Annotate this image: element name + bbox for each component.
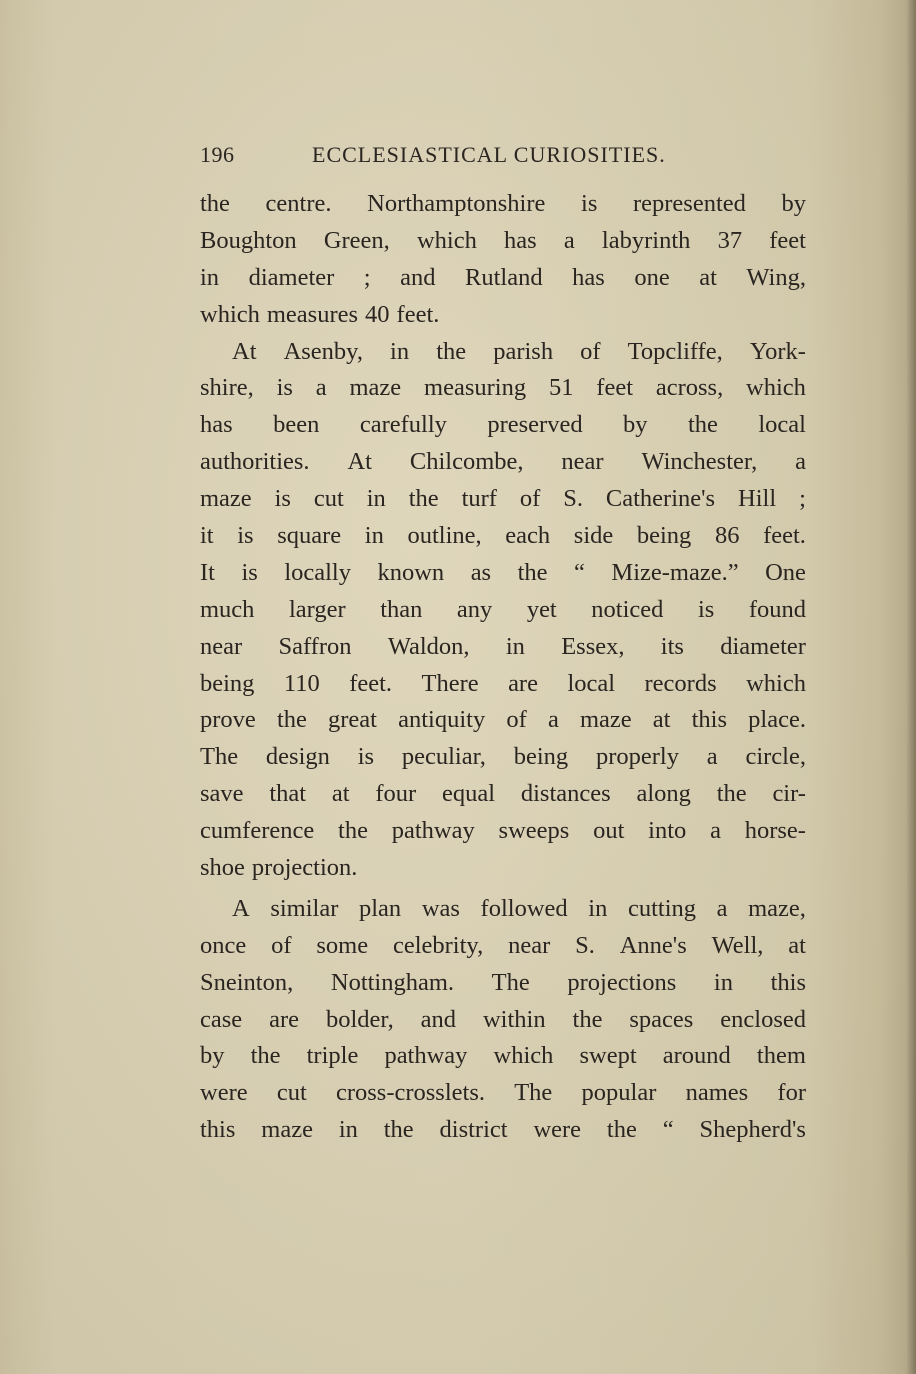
word: 110: [283, 669, 320, 697]
word: is: [241, 558, 258, 586]
word: of: [580, 337, 601, 365]
word: Green,: [323, 226, 390, 254]
word: any: [456, 595, 493, 623]
text-line: [200, 739, 806, 776]
word: district: [439, 1116, 508, 1144]
text-line: [200, 481, 806, 518]
word: cut: [313, 485, 344, 513]
word: which: [746, 669, 806, 697]
text-line: [200, 891, 806, 928]
word: one: [634, 263, 670, 291]
word: this: [691, 706, 728, 734]
word: shire,: [200, 374, 254, 402]
word: feet.: [349, 669, 393, 697]
word: by: [200, 1042, 225, 1070]
word: cumference: [200, 817, 315, 845]
word: celebrity,: [392, 931, 484, 959]
word: It: [200, 558, 215, 586]
word: design: [265, 743, 330, 771]
word: side: [573, 522, 614, 550]
word: the: [338, 817, 368, 845]
word: of: [519, 485, 541, 513]
word: the: [606, 1116, 637, 1144]
word: the: [436, 337, 467, 365]
word: in: [588, 894, 608, 922]
word: 51: [548, 374, 574, 402]
word: maze: [349, 374, 402, 402]
text-line: [200, 702, 806, 739]
word: popular: [581, 1079, 657, 1107]
word: is: [697, 595, 715, 623]
word: S.: [575, 931, 595, 959]
running-head: ECCLESIASTICAL CURIOSITIES.: [312, 142, 666, 167]
word: place.: [748, 706, 806, 734]
text-line: [200, 370, 806, 407]
word: each: [505, 522, 551, 550]
word: pathway: [384, 1042, 468, 1070]
word: the: [250, 1042, 281, 1070]
word: by: [781, 190, 806, 217]
word: out: [593, 817, 625, 845]
word: records: [644, 669, 717, 697]
word: a: [716, 894, 728, 922]
word: at: [331, 780, 350, 808]
word: followed: [480, 894, 568, 922]
word: carefully: [359, 411, 447, 439]
word: parish: [493, 337, 554, 365]
word: diameter: [720, 632, 806, 660]
word: that: [269, 780, 307, 808]
page-number: 196: [200, 142, 235, 167]
word: represented: [632, 190, 746, 217]
word: the: [572, 1005, 603, 1033]
word: maze: [579, 706, 632, 734]
word: this: [770, 968, 806, 996]
word: some: [316, 931, 369, 959]
word: were: [533, 1116, 582, 1144]
word: The: [200, 743, 239, 771]
word: Boughton: [200, 226, 297, 254]
word: it: [200, 522, 214, 550]
word: than: [380, 595, 423, 623]
word: which: [200, 300, 260, 328]
text-line: [200, 186, 806, 223]
word: Sneinton,: [200, 968, 294, 996]
word: The: [514, 1079, 553, 1107]
word: case: [200, 1005, 243, 1033]
word: At: [232, 337, 257, 365]
word: cutting: [627, 894, 696, 922]
word: Topcliffe,: [627, 337, 723, 365]
word: Rutland: [465, 263, 543, 291]
word: at: [652, 706, 671, 734]
word: a: [795, 448, 806, 476]
text-line: [200, 1112, 806, 1149]
word: Northamptonshire: [367, 190, 546, 217]
word: at: [788, 931, 806, 959]
word: four: [375, 780, 417, 808]
word: Hill: [738, 485, 777, 513]
text-line: [200, 928, 806, 965]
word: York-: [749, 337, 806, 365]
word: being: [513, 743, 569, 771]
word: Winchester,: [641, 448, 758, 476]
word: cross-crosslets.: [335, 1079, 485, 1107]
word: triple: [306, 1042, 359, 1070]
word: Chilcombe,: [409, 448, 524, 476]
word: is: [581, 190, 598, 217]
word: prove: [200, 706, 256, 734]
word: for: [777, 1079, 806, 1107]
text-line: [200, 260, 806, 297]
word: yet: [526, 595, 557, 623]
word: maze: [200, 485, 252, 513]
word: spaces: [629, 1005, 694, 1033]
text-line: [200, 1002, 806, 1039]
word: Essex,: [561, 632, 625, 660]
word: names: [685, 1079, 749, 1107]
word: At: [347, 448, 372, 476]
word: a: [706, 743, 718, 771]
word: cir-: [772, 780, 806, 808]
word: and: [400, 263, 436, 291]
word: them: [756, 1042, 806, 1070]
word: once: [200, 931, 247, 959]
word: enclosed: [720, 1005, 806, 1033]
word: has: [572, 263, 605, 291]
word: are: [508, 669, 538, 697]
word: similar: [270, 894, 339, 922]
body-text: [200, 186, 806, 1149]
text-line: [200, 592, 806, 629]
word: great: [328, 706, 377, 734]
word: Anne's: [619, 931, 687, 959]
word: Shepherd's: [699, 1116, 806, 1144]
page-edge-shadow: [906, 0, 916, 1374]
word: by: [623, 411, 648, 439]
word: horse-: [744, 817, 806, 845]
word: authorities.: [200, 448, 310, 476]
word: across,: [655, 374, 724, 402]
word: of: [506, 706, 527, 734]
word: feet.: [396, 300, 440, 328]
word: labyrinth: [601, 226, 691, 254]
word: circle,: [745, 743, 806, 771]
word: locally: [284, 558, 351, 586]
word: 37: [717, 226, 743, 254]
word: measures: [266, 300, 359, 328]
word: along: [636, 780, 691, 808]
word: which: [493, 1042, 554, 1070]
word: projection.: [251, 854, 358, 882]
word: being: [200, 669, 255, 697]
word: is: [274, 485, 291, 513]
word: Asenby,: [283, 337, 363, 365]
word: save: [200, 780, 244, 808]
word: a: [563, 226, 575, 254]
word: sweeps: [498, 817, 570, 845]
word: were: [200, 1079, 248, 1107]
word: centre.: [265, 190, 332, 217]
word: in: [505, 632, 525, 660]
word: peculiar,: [401, 743, 486, 771]
word: is: [276, 374, 293, 402]
word: a: [315, 374, 327, 402]
word: cut: [276, 1079, 307, 1107]
word: Mize-maze.”: [611, 558, 739, 586]
word: found: [748, 595, 806, 623]
word: is: [357, 743, 375, 771]
word: feet: [596, 374, 633, 402]
word: A: [232, 894, 250, 922]
text-line: [200, 407, 806, 444]
word: outline,: [407, 522, 482, 550]
text-line: [200, 555, 806, 592]
word: has: [504, 226, 537, 254]
word: the: [383, 1116, 414, 1144]
word: a: [547, 706, 559, 734]
word: within: [482, 1005, 546, 1033]
word: the: [517, 558, 548, 586]
text-line: [200, 666, 806, 703]
word: Catherine's: [605, 485, 716, 513]
word: the: [687, 411, 718, 439]
word: One: [765, 558, 806, 586]
text-line: [200, 1038, 806, 1075]
text-line: [200, 297, 806, 334]
word: local: [758, 411, 806, 439]
word: around: [662, 1042, 731, 1070]
word: in: [338, 1116, 358, 1144]
word: is: [237, 522, 254, 550]
word: shoe: [200, 854, 245, 882]
word: as: [470, 558, 492, 586]
word: square: [277, 522, 342, 550]
word: feet: [769, 226, 806, 254]
word: and: [420, 1005, 457, 1033]
word: local: [567, 669, 616, 697]
word: are: [269, 1005, 300, 1033]
word: in: [200, 263, 220, 291]
word: of: [271, 931, 292, 959]
word: properly: [595, 743, 679, 771]
word: preserved: [487, 411, 583, 439]
word: much: [200, 595, 255, 623]
word: equal: [442, 780, 496, 808]
word: S.: [563, 485, 583, 513]
word: feet.: [763, 522, 806, 550]
word: being: [636, 522, 692, 550]
word: projections: [567, 968, 677, 996]
word: which: [416, 226, 477, 254]
word: measuring: [424, 374, 527, 402]
word: known: [377, 558, 445, 586]
word: which: [746, 374, 806, 402]
text-line: [200, 223, 806, 260]
word: into: [648, 817, 687, 845]
text-line: [200, 813, 806, 850]
word: the: [716, 780, 747, 808]
word: near: [200, 632, 243, 660]
text-line: [200, 850, 806, 887]
word: Saffron: [278, 632, 352, 660]
word: bolder,: [325, 1005, 394, 1033]
text-line: [200, 776, 806, 813]
word: There: [421, 669, 479, 697]
word: 86: [714, 522, 740, 550]
word: near: [508, 931, 551, 959]
word: near: [561, 448, 604, 476]
word: “: [574, 558, 585, 586]
word: the: [276, 706, 307, 734]
word: “: [662, 1116, 674, 1144]
word: a: [710, 817, 721, 845]
word: Well,: [711, 931, 764, 959]
text-line: [200, 334, 806, 371]
word: has: [200, 411, 233, 439]
word: the: [408, 485, 439, 513]
word: in: [713, 968, 733, 996]
word: ;: [799, 485, 806, 513]
word: 40: [365, 300, 390, 328]
word: swept: [579, 1042, 637, 1070]
word: noticed: [591, 595, 664, 623]
word: this: [200, 1116, 236, 1144]
text-line: [200, 1075, 806, 1112]
word: distances: [520, 780, 611, 808]
word: larger: [288, 595, 346, 623]
text-line: [200, 629, 806, 666]
word: antiquity: [398, 706, 486, 734]
text-line: [200, 965, 806, 1002]
word: the: [200, 190, 230, 217]
word: turf: [461, 485, 497, 513]
word: in: [390, 337, 410, 365]
word: its: [660, 632, 684, 660]
word: in: [366, 485, 386, 513]
word: Nottingham.: [330, 968, 455, 996]
word: been: [273, 411, 320, 439]
word: maze,: [748, 894, 806, 922]
text-line: [200, 518, 806, 555]
word: at: [699, 263, 717, 291]
text-line: [200, 444, 806, 481]
word: ;: [363, 263, 371, 291]
word: in: [364, 522, 384, 550]
word: Wing,: [746, 263, 806, 291]
word: maze: [261, 1116, 313, 1144]
word: The: [491, 968, 530, 996]
word: Waldon,: [387, 632, 470, 660]
word: diameter: [248, 263, 335, 291]
word: plan: [359, 894, 402, 922]
word: was: [421, 894, 460, 922]
word: pathway: [391, 817, 475, 845]
page-header: [200, 142, 810, 172]
